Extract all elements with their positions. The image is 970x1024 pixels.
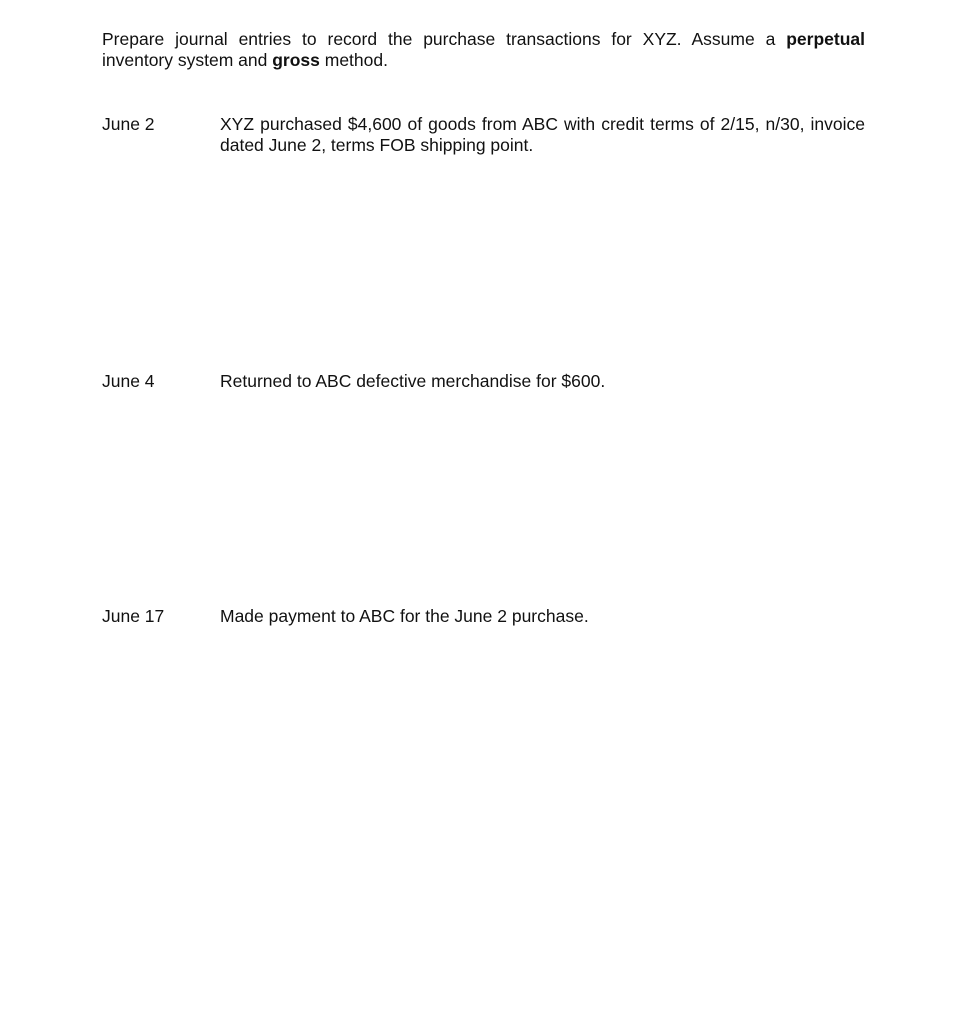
transaction-date: June 17	[102, 606, 165, 626]
transaction-description: Returned to ABC defective merchandise for $600.	[220, 371, 606, 391]
instructions-bold-perpetual: perpetual	[786, 29, 865, 49]
transaction-date: June 4	[102, 371, 155, 391]
instructions-bold-gross: gross	[272, 50, 320, 70]
transaction-description: XYZ purchased $4,600 of goods from ABC with credit terms of 2/15, n/30, invoice dated June 2, terms FOB shipping point.	[220, 114, 865, 155]
transaction-date: June 2	[102, 114, 155, 134]
instructions-text-part3: method.	[319, 50, 388, 70]
instructions-paragraph	[102, 29, 865, 71]
transaction-description: Made payment to ABC for the June 2 purchase.	[220, 606, 589, 626]
instructions-text-part2: inventory system and	[102, 50, 273, 70]
instructions-text-part1: Prepare journal entries to record the purchase transactions for XYZ. Assume a	[102, 29, 787, 49]
